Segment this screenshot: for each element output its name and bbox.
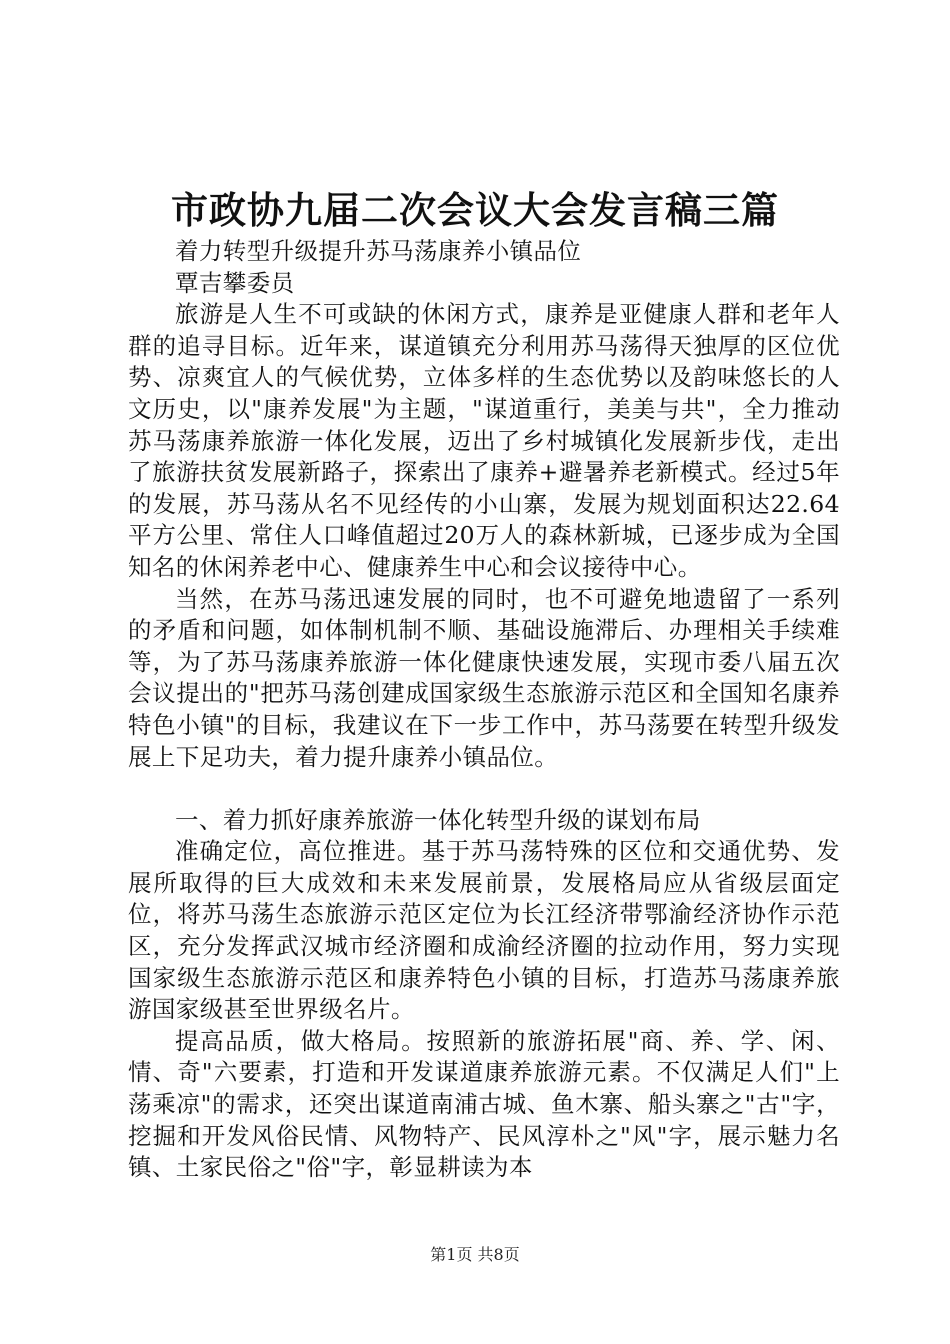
page-footer: 第1页 共8页	[430, 1245, 520, 1264]
subtitle: 着力转型升级提升苏马荡康养小镇品位	[175, 237, 582, 265]
document-body	[128, 236, 840, 1184]
body-paragraph: 旅游是人生不可或缺的休闲方式，康养是亚健康人群和老年人群的追寻目标。近年来，谋道镇充分利用苏马荡得天独厚的区位优势、凉爽宜人的气候优势，立体多样的生态优势以及韵味悠长的人文历史，以"康养发展"为主题，"谋道重行，美美与共"，全力推动苏马荡康养旅游一体化发展，迈出了乡村城镇化发展新步伐，走出了旅游扶贫发展新路子，探索出了康养+避暑养老新模式。经过5年的发展，苏马荡从名不见经传的小山寨，发展为规划面积达22.64平方公里、常住人口峰值超过20万人的森林新城，已逐步成为全国知名的休闲养老中心、健康养生中心和会议接待中心。	[128, 300, 840, 581]
body-paragraph: 准确定位，高位推进。基于苏马荡特殊的区位和交通优势、发展所取得的巨大成效和未来发展前景，发展格局应从省级层面定位，将苏马荡生态旅游示范区定位为长江经济带鄂渝经济协作示范区，充分发挥武汉城市经济圈和成渝经济圈的拉动作用，努力实现国家级生态旅游示范区和康养特色小镇的目标，打造苏马荡康养旅游国家级甚至世界级名片。	[128, 837, 840, 1024]
document-title: 市政协九届二次会议大会发言稿三篇	[171, 188, 779, 232]
blank-line	[128, 773, 840, 805]
author-line: 覃吉攀委员	[175, 268, 295, 297]
body-paragraph: 提高品质，做大格局。按照新的旅游拓展"商、养、学、闲、情、奇"六要素，打造和开发谋道康养旅游元素。不仅满足人们"上荡乘凉"的需求，还突出谋道南浦古城、鱼木寨、船头寨之"古"字，挖掘和开发风俗民情、风物特产、民风淳朴之"风"字，展示魅力名镇、土家民俗之"俗"字，彰显耕读为本	[128, 1026, 840, 1182]
body-paragraph: 当然，在苏马荡迅速发展的同时，也不可避免地遗留了一系列的矛盾和问题，如体制机制不顺、基础设施滞后、办理相关手续难等，为了苏马荡康养旅游一体化健康快速发展，实现市委八届五次会议提出的"把苏马荡创建成国家级生态旅游示范区和全国知名康养特色小镇"的目标，我建议在下一步工作中，苏马荡要在转型升级发展上下足功夫，着力提升康养小镇品位。	[128, 584, 840, 771]
section-heading: 一、着力抓好康养旅游一体化转型升级的谋划布局	[175, 805, 701, 834]
